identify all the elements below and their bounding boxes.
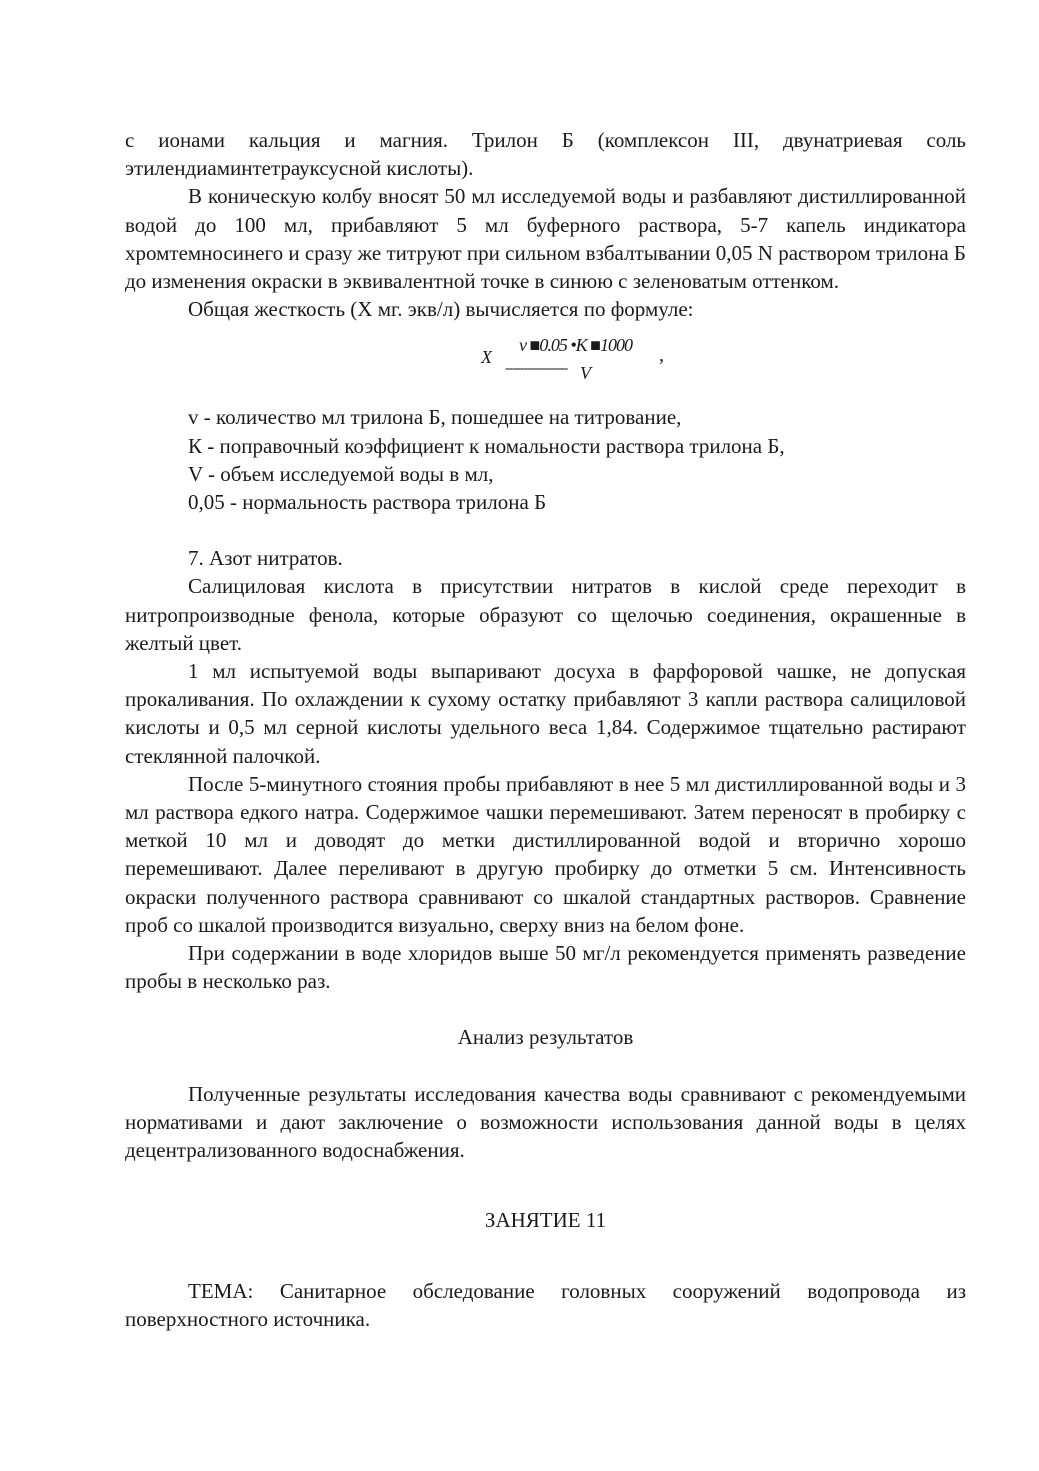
definition-item: К - поправочный коэффициент к номальности раствора трилона Б, [188,433,785,458]
document-page [125,126,966,1333]
paragraph-nitrates-2: 1 мл испытуемой воды выпаривают досуха в фарфоровой чашке, не допуская прокаливания. По охлаждении к сухому остатку прибавляют 3 капли раствора салициловой кислоты и 0,5 мл серной кислоты удельного веса 1,84. Содержимое тщательно растирают стеклянной палочкой. [125,659,966,768]
hardness-formula [125,337,966,397]
formula-numerator: v ■0.05 •K ■1000 [519,335,633,356]
paragraph-analysis: Полученные результаты исследования качества воды сравнивают с рекомендуемыми нормативами и дают заключение о возможности использования данной воды в целях децентрализованного водоснабжения. [125,1081,966,1163]
heading-lesson: ЗАНЯТИЕ 11 [484,1208,607,1233]
paragraph-nitrates-1: Салициловая кислота в присутствии нитратов в кислой среде переходит в нитропроизводные фенола, которые образуют со щелочью соединения, окрашенные в желтый цвет. [125,574,966,655]
paragraph-formula-intro: Общая жесткость (Х мг. экв/л) вычисляется по формуле: [188,297,694,322]
formula-fraction-bar: ----------------- [505,361,568,377]
formula-definitions [125,403,966,516]
formula-denominator: V [580,363,591,384]
section-title-nitrates: 7. Азот нитратов. [188,546,343,571]
paragraph-nitrates-4: При содержании в воде хлоридов выше 50 мг/л рекомендуется применять разведение пробы в несколько раз. [125,941,966,994]
paragraph-procedure: В коническую колбу вносят 50 мл исследуемой воды и разбавляют дистиллированной водой до 100 мл, прибавляют 5 мл буферного раствора, 5-7 капель индикатора хромтемносинего и сразу же титруют при сильном взбалтывании 0,05 N раствором трилона Б до изменения окраски в эквивалентной точке в синюю с зеленоватым оттенком. [125,184,966,294]
definition-item: v - количество мл трилона Б, пошедшее на титрование, [188,405,682,430]
formula-lhs: X [481,347,492,368]
formula-comma: , [659,344,664,367]
paragraph-trilon: с ионами кальция и магния. Трилон Б (комплексон III, двунатриевая соль этилендиаминтетрауксусной кислоты). [125,128,966,181]
paragraph-topic: ТЕМА: Санитарное обследование головных сооружений водопровода из поверхностного источника. [125,1278,966,1331]
definition-item: V - объем исследуемой воды в мл, [188,461,494,486]
definition-item: 0,05 - нормальность раствора трилона Б [188,490,547,515]
paragraph-nitrates-3: После 5-минутного стояния пробы прибавляют в нее 5 мл дистиллированной воды и 3 мл раствора едкого натра. Содержимое чашки перемешивают. Затем переносят в пробирку с меткой 10 мл и доводят до метки дистиллированной водой и вторично хорошо перемешивают. Далее переливают в другую пробирку до отметки 5 см. Интенсивность окраски полученного раствора сравнивают со шкалой стандартных растворов. Сравнение проб со шкалой производится визуально, сверху вниз на белом фоне. [125,771,966,937]
heading-analysis: Анализ результатов [457,1025,634,1050]
